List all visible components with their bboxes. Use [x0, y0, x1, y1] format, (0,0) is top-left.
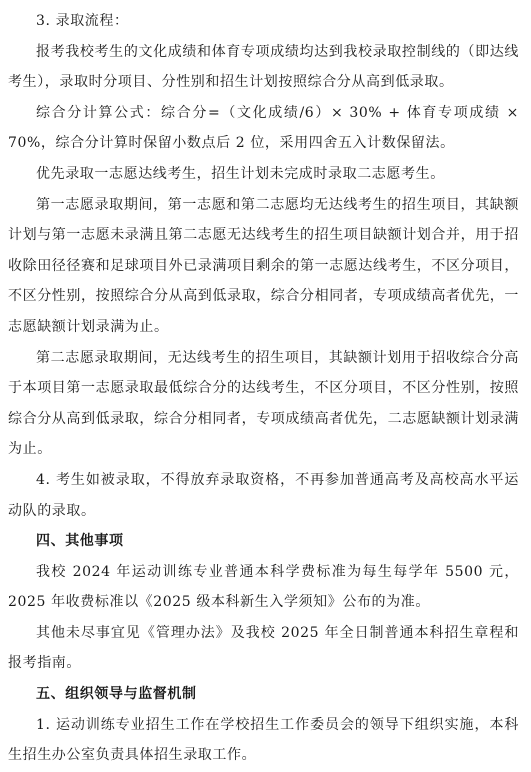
step-3-title: 3. 录取流程： [36, 13, 129, 29]
first-choice-period-paragraph: 第一志愿录取期间，第一志愿和第二志愿均无达线考生的招生项目，其缺额计划与第一志愿未录满且第二志愿无达线考生的招生项目缺额计划合并，用于招收除田径径赛和足球项目外已录满项目剩余的第一志愿达线考生，不区分项目，不区分性别，按照综合分从高到低录取，综合分相同者，专项成绩高者优先，一志愿缺额计划录满为止。 [8, 196, 519, 335]
step-4-paragraph: 4. 考生如被录取，不得放弃录取资格，不再参加普通高考及高校高水平运动队的录取。 [8, 471, 519, 519]
other-matters-paragraph: 其他未尽事宜见《管理办法》及我校 2025 年全日制普通本科招生章程和报考指南。 [8, 624, 519, 672]
priority-admission-paragraph: 优先录取一志愿达线考生，招生计划未完成时录取二志愿考生。 [36, 165, 445, 182]
organization-paragraph-1: 1. 运动训练专业招生工作在学校招生工作委员会的领导下组织实施，本科生招生办公室负责具体招生录取工作。 [8, 716, 519, 764]
section-heading-organization: 五、组织领导与监督机制 [36, 686, 197, 703]
tuition-paragraph: 我校 2024 年运动训练专业普通本科学费标准为每生每学年 5500 元，2025 年收费标准以《2025 级本科新生入学须知》公布的为准。 [8, 563, 519, 611]
composite-score-formula-paragraph: 综合分计算公式：综合分=（文化成绩/6）× 30% + 体育专项成绩 × 70%，综合分计算时保留小数点后 2 位，采用四舍五入计数保留法。 [8, 104, 519, 152]
section-heading-other-matters: 四、其他事项 [36, 533, 124, 550]
second-choice-period-paragraph: 第二志愿录取期间，无达线考生的招生项目，其缺额计划用于招收综合分高于本项目第一志愿录取最低综合分的达线考生，不区分项目，不区分性别，按照综合分从高到低录取，综合分相同者，专项成绩高者优先，二志愿缺额计划录满为止。 [8, 349, 519, 458]
admission-control-paragraph: 报考我校考生的文化成绩和体育专项成绩均达到我校录取控制线的（即达线考生），录取时分项目、分性别和招生计划按照综合分从高到低录取。 [8, 43, 519, 91]
